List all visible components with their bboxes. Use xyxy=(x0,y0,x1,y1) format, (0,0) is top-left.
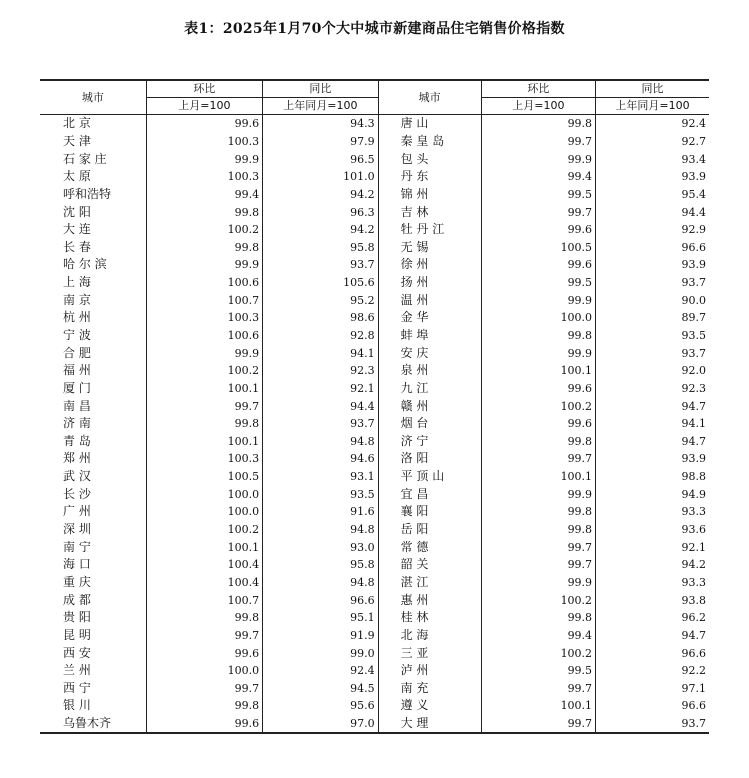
city-name-right: 无 锡 xyxy=(378,238,481,256)
mom-value-left: 99.4 xyxy=(146,186,262,204)
city-name-right: 九 江 xyxy=(378,380,481,398)
yoy-value-left: 91.9 xyxy=(263,627,378,645)
yoy-value-right: 93.9 xyxy=(681,452,706,466)
table-row xyxy=(40,609,709,627)
city-name-left: 贵 阳 xyxy=(40,609,146,627)
mom-value-right: 99.7 xyxy=(481,450,595,468)
city-name-right: 温 州 xyxy=(378,291,481,309)
yoy-value-left: 95.8 xyxy=(263,556,378,574)
mom-value-left: 100.3 xyxy=(146,450,262,468)
table-row xyxy=(40,468,709,486)
yoy-value-right: 94.7 xyxy=(681,628,706,642)
city-name-left: 银 川 xyxy=(40,697,146,715)
mom-value-right: 99.6 xyxy=(481,221,595,239)
mom-value-right: 99.8 xyxy=(481,115,595,133)
mom-value-left: 99.9 xyxy=(146,344,262,362)
mom-value-right: 99.6 xyxy=(481,380,595,398)
yoy-value-right: 96.6 xyxy=(681,699,706,713)
city-name-right: 徐 州 xyxy=(378,256,481,274)
mom-value-left: 99.6 xyxy=(146,115,262,133)
yoy-value-right: 93.7 xyxy=(596,715,709,734)
mom-value-right: 99.9 xyxy=(481,485,595,503)
city-name-right: 泉 州 xyxy=(378,362,481,380)
table-row xyxy=(40,538,709,556)
yoy-value-left: 96.5 xyxy=(263,150,378,168)
mom-value-left: 99.9 xyxy=(146,256,262,274)
mom-value-left: 100.6 xyxy=(146,327,262,345)
city-name-right: 三 亚 xyxy=(378,644,481,662)
city-name-left: 石 家 庄 xyxy=(40,150,146,168)
city-name-left: 长 沙 xyxy=(40,485,146,503)
yoy-value-right: 92.7 xyxy=(681,134,706,148)
city-name-left: 沈 阳 xyxy=(40,203,146,221)
yoy-value-right: 96.2 xyxy=(681,611,706,625)
yoy-value-left: 94.1 xyxy=(263,344,378,362)
city-name-right: 南 充 xyxy=(378,680,481,698)
yoy-value-left: 97.0 xyxy=(263,715,378,734)
yoy-value-right: 96.6 xyxy=(681,646,706,660)
table-row xyxy=(40,309,709,327)
city-name-left: 青 岛 xyxy=(40,433,146,451)
mom-value-right: 100.1 xyxy=(481,697,595,715)
table-row xyxy=(40,644,709,662)
yoy-value-left: 92.4 xyxy=(263,662,378,680)
table-row xyxy=(40,503,709,521)
mom-value-left: 99.6 xyxy=(146,644,262,662)
header-yoy-left: 同比 xyxy=(263,80,378,98)
table-body xyxy=(40,115,709,734)
mom-value-left: 100.3 xyxy=(146,309,262,327)
city-name-right: 岳 阳 xyxy=(378,521,481,539)
yoy-value-left: 93.7 xyxy=(263,256,378,274)
mom-value-right: 99.6 xyxy=(481,256,595,274)
mom-value-right: 99.7 xyxy=(481,133,595,151)
mom-value-right: 100.1 xyxy=(481,468,595,486)
yoy-value-right: 89.7 xyxy=(681,311,706,325)
yoy-value-right: 94.7 xyxy=(681,434,706,448)
yoy-value-right: 94.7 xyxy=(681,399,706,413)
yoy-value-left: 95.1 xyxy=(263,609,378,627)
header-mom-right: 环比 xyxy=(481,80,595,98)
mom-value-right: 99.5 xyxy=(481,186,595,204)
table-row xyxy=(40,115,709,133)
mom-value-right: 99.6 xyxy=(481,415,595,433)
mom-value-right: 99.8 xyxy=(481,521,595,539)
yoy-value-right: 92.4 xyxy=(681,117,706,131)
city-name-left: 海 口 xyxy=(40,556,146,574)
table-row xyxy=(40,415,709,433)
mom-value-left: 100.2 xyxy=(146,521,262,539)
table-row xyxy=(40,274,709,292)
city-name-left: 福 州 xyxy=(40,362,146,380)
table-row xyxy=(40,168,709,186)
mom-value-right: 99.7 xyxy=(481,680,595,698)
city-name-right: 惠 州 xyxy=(378,591,481,609)
yoy-value-left: 94.3 xyxy=(263,115,378,133)
price-index-table xyxy=(40,79,709,734)
table-row xyxy=(40,203,709,221)
yoy-value-left: 94.6 xyxy=(263,450,378,468)
city-name-left: 郑 州 xyxy=(40,450,146,468)
yoy-value-left: 94.2 xyxy=(263,186,378,204)
mom-value-right: 99.8 xyxy=(481,503,595,521)
yoy-value-right: 93.6 xyxy=(681,523,706,537)
yoy-value-right: 90.0 xyxy=(681,293,706,307)
city-name-left: 太 原 xyxy=(40,168,146,186)
mom-value-right: 99.4 xyxy=(481,168,595,186)
header-city-right: 城市 xyxy=(378,80,481,115)
city-name-left: 昆 明 xyxy=(40,627,146,645)
yoy-value-left: 93.5 xyxy=(263,485,378,503)
yoy-value-right: 93.9 xyxy=(681,258,706,272)
table-row xyxy=(40,485,709,503)
yoy-value-left: 96.3 xyxy=(263,203,378,221)
city-name-left: 成 都 xyxy=(40,591,146,609)
mom-value-right: 100.2 xyxy=(481,397,595,415)
mom-value-right: 99.9 xyxy=(481,291,595,309)
table-row xyxy=(40,291,709,309)
table-row xyxy=(40,433,709,451)
header-city-left: 城市 xyxy=(40,80,146,115)
header-yoy-base-left: 上年同月=100 xyxy=(263,98,378,115)
yoy-value-right: 94.4 xyxy=(681,205,706,219)
mom-value-right: 99.5 xyxy=(481,662,595,680)
table-row xyxy=(40,380,709,398)
mom-value-left: 99.8 xyxy=(146,609,262,627)
table-row xyxy=(40,256,709,274)
city-name-right: 宜 昌 xyxy=(378,485,481,503)
yoy-value-left: 95.6 xyxy=(263,697,378,715)
yoy-value-right: 93.7 xyxy=(681,276,706,290)
city-name-left: 武 汉 xyxy=(40,468,146,486)
mom-value-right: 99.7 xyxy=(481,556,595,574)
mom-value-left: 100.2 xyxy=(146,362,262,380)
table-row xyxy=(40,450,709,468)
table-row xyxy=(40,662,709,680)
city-name-right: 洛 阳 xyxy=(378,450,481,468)
mom-value-left: 100.2 xyxy=(146,221,262,239)
yoy-value-right: 93.3 xyxy=(681,505,706,519)
mom-value-left: 100.4 xyxy=(146,556,262,574)
table-row xyxy=(40,574,709,592)
yoy-value-right: 92.2 xyxy=(681,664,706,678)
city-name-left: 哈 尔 滨 xyxy=(40,256,146,274)
mom-value-left: 99.7 xyxy=(146,627,262,645)
header-row-1 xyxy=(40,80,709,98)
yoy-value-right: 93.8 xyxy=(681,593,706,607)
table-row xyxy=(40,591,709,609)
yoy-value-left: 98.6 xyxy=(263,309,378,327)
yoy-value-left: 105.6 xyxy=(263,274,378,292)
mom-value-left: 100.7 xyxy=(146,591,262,609)
city-name-right: 烟 台 xyxy=(378,415,481,433)
city-name-left: 呼和浩特 xyxy=(40,186,146,204)
mom-value-right: 99.5 xyxy=(481,274,595,292)
table-row xyxy=(40,697,709,715)
yoy-value-left: 92.1 xyxy=(263,380,378,398)
mom-value-right: 99.9 xyxy=(481,150,595,168)
city-name-left: 南 宁 xyxy=(40,538,146,556)
mom-value-left: 99.6 xyxy=(146,715,262,734)
table-row xyxy=(40,344,709,362)
yoy-value-left: 92.3 xyxy=(263,362,378,380)
yoy-value-right: 94.9 xyxy=(681,487,706,501)
yoy-value-right: 98.8 xyxy=(681,470,706,484)
city-name-right: 金 华 xyxy=(378,309,481,327)
mom-value-right: 99.9 xyxy=(481,574,595,592)
header-yoy-base-right: 上年同月=100 xyxy=(596,98,709,115)
mom-value-right: 99.9 xyxy=(481,344,595,362)
city-name-left: 南 昌 xyxy=(40,397,146,415)
city-name-left: 宁 波 xyxy=(40,327,146,345)
mom-value-left: 99.8 xyxy=(146,697,262,715)
table-row xyxy=(40,521,709,539)
yoy-value-right: 93.5 xyxy=(681,329,706,342)
yoy-value-right: 92.9 xyxy=(681,223,706,237)
city-name-left: 西 安 xyxy=(40,644,146,662)
yoy-value-left: 94.4 xyxy=(263,397,378,415)
yoy-value-right: 96.6 xyxy=(681,240,706,254)
table-row xyxy=(40,362,709,380)
mom-value-right: 100.5 xyxy=(481,238,595,256)
city-name-left: 济 南 xyxy=(40,415,146,433)
header-yoy-right: 同比 xyxy=(596,80,709,98)
mom-value-left: 99.8 xyxy=(146,415,262,433)
mom-value-left: 100.6 xyxy=(146,274,262,292)
city-name-left: 重 庆 xyxy=(40,574,146,592)
table-row xyxy=(40,186,709,204)
document-title: 表1：2025年1月70个大中城市新建商品住宅销售价格指数 xyxy=(184,21,565,37)
city-name-left: 长 春 xyxy=(40,238,146,256)
yoy-value-right: 93.9 xyxy=(681,170,706,184)
yoy-value-left: 96.6 xyxy=(263,591,378,609)
city-name-left: 广 州 xyxy=(40,503,146,521)
city-name-right: 济 宁 xyxy=(378,433,481,451)
city-name-right: 赣 州 xyxy=(378,397,481,415)
yoy-value-right: 92.0 xyxy=(681,364,706,378)
mom-value-right: 99.7 xyxy=(481,715,595,734)
city-name-right: 韶 关 xyxy=(378,556,481,574)
table-row xyxy=(40,133,709,151)
city-name-left: 厦 门 xyxy=(40,380,146,398)
mom-value-right: 99.7 xyxy=(481,203,595,221)
mom-value-left: 100.1 xyxy=(146,380,262,398)
city-name-left: 大 连 xyxy=(40,221,146,239)
mom-value-right: 99.8 xyxy=(481,433,595,451)
yoy-value-left: 93.0 xyxy=(263,538,378,556)
yoy-value-right: 94.1 xyxy=(681,417,706,431)
yoy-value-left: 93.1 xyxy=(263,468,378,486)
header-mom-base-right: 上月=100 xyxy=(481,98,595,115)
city-name-left: 西 宁 xyxy=(40,680,146,698)
mom-value-left: 99.7 xyxy=(146,397,262,415)
city-name-right: 吉 林 xyxy=(378,203,481,221)
yoy-value-left: 94.8 xyxy=(263,574,378,592)
city-name-left: 上 海 xyxy=(40,274,146,292)
mom-value-left: 100.1 xyxy=(146,433,262,451)
mom-value-left: 100.4 xyxy=(146,574,262,592)
table-row xyxy=(40,327,709,345)
yoy-value-left: 93.7 xyxy=(263,415,378,433)
yoy-value-right: 93.7 xyxy=(681,346,706,360)
city-name-left: 南 京 xyxy=(40,291,146,309)
city-name-right: 蚌 埠 xyxy=(378,327,481,345)
mom-value-right: 100.2 xyxy=(481,591,595,609)
city-name-right: 平 顶 山 xyxy=(378,468,481,486)
yoy-value-left: 94.2 xyxy=(263,221,378,239)
yoy-value-left: 91.6 xyxy=(263,503,378,521)
mom-value-left: 100.0 xyxy=(146,485,262,503)
city-name-right: 丹 东 xyxy=(378,168,481,186)
city-name-left: 杭 州 xyxy=(40,309,146,327)
city-name-right: 常 德 xyxy=(378,538,481,556)
mom-value-left: 100.3 xyxy=(146,133,262,151)
mom-value-left: 100.0 xyxy=(146,503,262,521)
city-name-left: 兰 州 xyxy=(40,662,146,680)
table-row xyxy=(40,150,709,168)
yoy-value-left: 97.9 xyxy=(263,133,378,151)
city-name-right: 大 理 xyxy=(378,715,481,734)
yoy-value-right: 92.1 xyxy=(681,540,706,554)
city-name-right: 扬 州 xyxy=(378,274,481,292)
yoy-value-right: 92.3 xyxy=(681,381,706,395)
mom-value-right: 100.0 xyxy=(481,309,595,327)
yoy-value-left: 95.2 xyxy=(263,291,378,309)
table-row xyxy=(40,556,709,574)
mom-value-left: 100.0 xyxy=(146,662,262,680)
city-name-right: 牡 丹 江 xyxy=(378,221,481,239)
yoy-value-left: 92.8 xyxy=(263,327,378,345)
yoy-value-right: 95.4 xyxy=(681,187,706,201)
city-name-right: 桂 林 xyxy=(378,609,481,627)
city-name-left: 天 津 xyxy=(40,133,146,151)
table-row xyxy=(40,627,709,645)
city-name-left: 乌鲁木齐 xyxy=(40,715,146,734)
yoy-value-right: 93.3 xyxy=(681,575,706,589)
city-name-right: 唐 山 xyxy=(378,115,481,133)
yoy-value-right: 93.4 xyxy=(681,152,706,166)
mom-value-left: 99.8 xyxy=(146,203,262,221)
mom-value-left: 100.1 xyxy=(146,538,262,556)
mom-value-right: 100.1 xyxy=(481,362,595,380)
mom-value-left: 99.8 xyxy=(146,238,262,256)
mom-value-right: 99.4 xyxy=(481,627,595,645)
city-name-right: 秦 皇 岛 xyxy=(378,133,481,151)
mom-value-left: 100.3 xyxy=(146,168,262,186)
city-name-right: 遵 义 xyxy=(378,697,481,715)
yoy-value-left: 94.5 xyxy=(263,680,378,698)
city-name-right: 湛 江 xyxy=(378,574,481,592)
header-mom-base-left: 上月=100 xyxy=(146,98,262,115)
header-mom-left: 环比 xyxy=(146,80,262,98)
yoy-value-left: 101.0 xyxy=(263,168,378,186)
mom-value-right: 99.8 xyxy=(481,327,595,345)
yoy-value-left: 94.8 xyxy=(263,521,378,539)
city-name-left: 北 京 xyxy=(40,115,146,133)
yoy-value-left: 94.8 xyxy=(263,433,378,451)
table-row xyxy=(40,680,709,698)
city-name-right: 包 头 xyxy=(378,150,481,168)
city-name-left: 合 肥 xyxy=(40,344,146,362)
yoy-value-right: 97.1 xyxy=(681,681,706,695)
mom-value-right: 99.7 xyxy=(481,538,595,556)
table-row xyxy=(40,397,709,415)
city-name-left: 深 圳 xyxy=(40,521,146,539)
city-name-right: 安 庆 xyxy=(378,344,481,362)
table-row xyxy=(40,238,709,256)
mom-value-right: 100.2 xyxy=(481,644,595,662)
table-row xyxy=(40,221,709,239)
yoy-value-left: 95.8 xyxy=(263,238,378,256)
city-name-right: 襄 阳 xyxy=(378,503,481,521)
mom-value-left: 99.9 xyxy=(146,150,262,168)
mom-value-right: 99.8 xyxy=(481,609,595,627)
city-name-right: 锦 州 xyxy=(378,186,481,204)
mom-value-left: 100.7 xyxy=(146,291,262,309)
table-row xyxy=(40,715,709,734)
mom-value-left: 100.5 xyxy=(146,468,262,486)
city-name-right: 泸 州 xyxy=(378,662,481,680)
yoy-value-left: 99.0 xyxy=(263,644,378,662)
city-name-right: 北 海 xyxy=(378,627,481,645)
mom-value-left: 99.7 xyxy=(146,680,262,698)
yoy-value-right: 94.2 xyxy=(681,558,706,572)
